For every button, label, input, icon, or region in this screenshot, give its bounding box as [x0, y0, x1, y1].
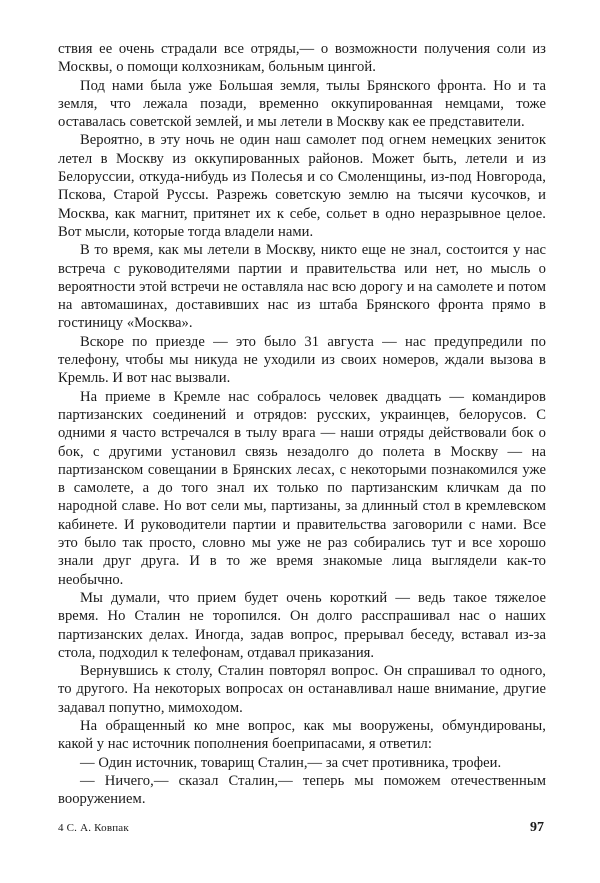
paragraph-10: — Один источник, товарищ Сталин,— за счет противника, трофеи.	[80, 754, 502, 771]
paragraph-6: На приеме в Кремле нас собралось человек двадцать — командиров партизанских соединений и отрядов: русских, украинцев, белорусов. С одними я часто встречался в тылу врага — наши отряды действовали бок о бок, с другими установил связь незадолго до полета в Москву — на партизанском совещании в Брянских лесах, с некоторыми познакомился уже в самолете, а до того знал их только по партизанским кличкам да по народной славе. Но вот сели мы, партизаны, за длинный стол в кремлевском кабинете. И руководители партии и правительства заговорили с нами. Все это было так просто, словно мы уже не раз собирались тут и все хорошо знали друг друга. И в то же время знакомые лица выглядели как-то необычно.	[58, 388, 546, 588]
signature-mark: 4 С. А. Ковпак	[58, 822, 129, 834]
paragraph-5: Вскоре по приезде — это было 31 августа — нас предупредили по телефону, чтобы мы никуда не уходили из своих номеров, ждали вызова в Кремль. И вот нас вызвали.	[58, 333, 546, 387]
page-body	[58, 40, 546, 808]
page-footer	[58, 818, 544, 838]
paragraph-2: Под нами была уже Большая земля, тылы Брянского фронта. Но и та земля, что лежала позади, временно оккупированная немцами, тоже оставалась советской землей, и мы летели в Москву как ее представители.	[58, 77, 546, 131]
paragraph-4: В то время, как мы летели в Москву, никто еще не знал, состоится у нас встреча с руководителями партии и правительства или нет, но мысль о вероятности этой встречи не оставляла нас всю дорогу и на самолете и потом на автомашинах, доставивших нас из штаба Брянского фронта прямо в гостиницу «Москва».	[58, 242, 546, 332]
paragraph-11: — Ничего,— сказал Сталин,— теперь мы поможем отечественным вооружением.	[58, 772, 546, 808]
paragraph-9: На обращенный ко мне вопрос, как мы вооружены, обмундированы, какой у нас источник пополнения боеприпасами, я ответил:	[58, 717, 546, 753]
paragraph-8: Вернувшись к столу, Сталин повторял вопрос. Он спрашивал то одного, то другого. На некоторых вопросах он останавливал наше внимание, другие задавал попутно, мимоходом.	[58, 663, 546, 716]
page-number: 97	[530, 820, 544, 835]
paragraph-7: Мы думали, что прием будет очень короткий — ведь такое тяжелое время. Но Сталин не торопился. Он долго расспрашивал нас о наших партизанских делах. Иногда, задав вопрос, прерывал беседу, вставал из-за стола, подходил к телефонам, отдавал приказания.	[58, 589, 546, 661]
paragraph-1: ствия ее очень страдали все отряды,— о возможности получения соли из Москвы, о помощи колхозникам, больным цингой.	[58, 41, 546, 76]
paragraph-3: Вероятно, в эту ночь не один наш самолет под огнем немецких зениток летел в Москву из оккупированных районов. Может быть, летели и из Белоруссии, откуда-нибудь из Полесья и со Смоленщины, из-под Новгорода, Пскова, Старой Руссы. Разрежь советскую землю на тысячи кусочков, и Москва, как магнит, притянет их к себе, сольет в одно неразрывное целое. Вот мысли, которые тогда владели нами.	[58, 132, 546, 240]
